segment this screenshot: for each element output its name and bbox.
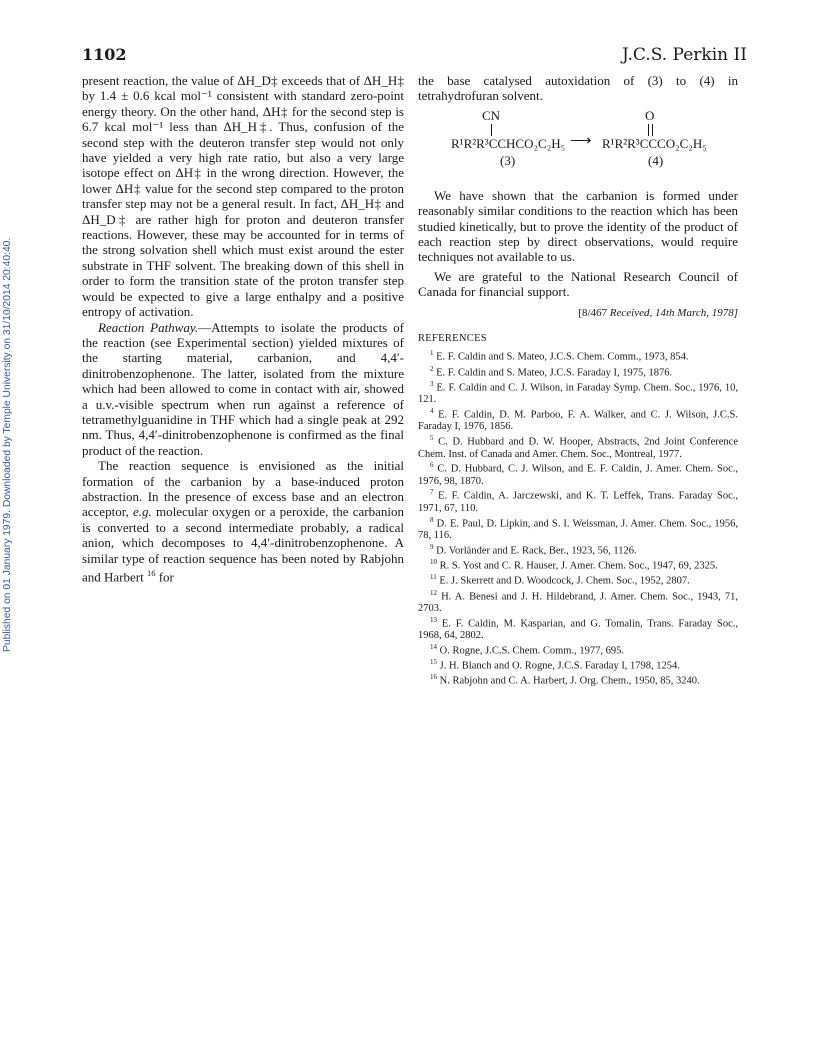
reference-item	[418, 406, 738, 433]
double-bond-line	[648, 124, 649, 136]
reference-text: E. F. Caldin and S. Mateo, J.C.S. Chem. Comm., 1973, 854.	[436, 351, 689, 363]
reference-text: D. E. Paul, D. Lipkin, and S. I. Weissman, J. Amer. Chem. Soc., 1956, 78, 116.	[418, 518, 738, 541]
reference-number: 10	[430, 557, 437, 566]
reference-item	[418, 348, 738, 363]
paragraph-isotope-effect: present reaction, the value of ΔH_D‡ exceeds that of ΔH_H‡ by 1.4 ± 0.6 kcal mol⁻¹ consistent with standard zero-point energy theory. On the other hand, ΔH‡ for the second step is 6.7 kcal mol⁻¹ less than ΔH_H‡. Thus, confusion of the second step with the deuteron transfer step would not only have yielded a very high rate ratio, but also a very large isotope effect on ΔH‡ in the wrong direction. However, the lower ΔH‡ value for the second step compared to the proton transfer step may not be a general result. In fact, ΔH_H‡ and ΔH_D‡ are rather high for proton and deuteron transfer reactions. However, these may be accounted for in terms of the strong solvation shell which must exist around the ester substrate in THF solvent. The breaking down of this shell in order to form the transition state of the proton transfer step would be expected to give a large enthalpy and a positive entropy of activation.	[82, 73, 404, 320]
reaction-arrow-icon: ⟶	[570, 132, 592, 149]
reference-text: N. Rabjohn and C. A. Harbert, J. Org. Chem., 1950, 85, 3240.	[439, 675, 700, 687]
reference-item	[418, 433, 738, 460]
reference-text: E. J. Skerrett and D. Woodcock, J. Chem. Soc., 1952, 2807.	[439, 575, 690, 587]
references-heading: REFERENCES	[418, 333, 487, 345]
reference-item	[418, 642, 738, 657]
reactant-formula: R¹R²R³CCHCO₂C₂H₅	[451, 135, 566, 151]
cyano-group-label: CN	[482, 107, 501, 123]
reference-text: E. F. Caldin, A. Jarczewski, and K. T. Leffek, Trans. Faraday Soc., 1971, 67, 110.	[418, 490, 739, 514]
paragraph-autoxidation: the base catalysed autoxidation of (3) to (4) in tetrahydrofuran solvent.	[418, 73, 738, 104]
reference-number: 15	[430, 658, 437, 666]
reference-number: 5	[430, 434, 434, 443]
reference-number: 6	[430, 461, 434, 470]
section-heading: Reaction Pathway.	[98, 319, 199, 335]
reference-text: O. Rogne, J.C.S. Chem. Comm., 1977, 695.	[439, 645, 624, 657]
paragraph-body: —Attempts to isolate the products of the reaction (see Experimental section) yielded mixtures of the starting material, carbanion, and 4,4′-dinitrobenzophenone. The latter, isolated from the mixture which had been allowed to come in contact with air, showed a u.v.-visible spectrum when run against a reference of tetramethylguanidine in THF which had a single peak at 292 nm. Thus, 4,4′-dinitrobenzophenone is confirmed as the final product of the reaction.	[82, 319, 404, 458]
reference-number: 14	[430, 642, 437, 651]
reference-item	[418, 588, 738, 615]
reference-item	[418, 615, 738, 642]
journal-title: J.C.S. Perkin II	[622, 45, 747, 65]
reference-text: R. S. Yost and C. R. Hauser, J. Amer. Chem. Soc., 1947, 69, 2325.	[439, 560, 718, 572]
reference-number: 9	[430, 542, 434, 551]
reference-item	[418, 657, 738, 672]
manuscript-code: [8/467	[578, 306, 608, 319]
reference-text: C. D. Hubbard, C. J. Wilson, and E. F. Caldin, J. Amer. Chem. Soc., 1976, 98, 1870.	[418, 463, 738, 487]
reference-list	[418, 348, 738, 687]
paragraph-carbanion: We have shown that the carbanion is formed under reasonably similar conditions to the reaction which has been studied kinetically, but to prove the identity of the product of each reaction step by direct observations, would require techniques not available to us.	[418, 187, 738, 265]
right-column	[418, 73, 738, 688]
reference-text: E. F. Caldin, D. M. Parboo, F. A. Walker, and C. J. Wilson, J.C.S. Faraday I, 1976, 1856.	[418, 409, 738, 433]
paragraph-reaction-sequence	[82, 458, 404, 585]
text-run: molecular oxygen or a peroxide, the carbanion is converted to a second intermediate probably, a radical anion, which decomposes to 4,4′-dinitrobenzophenone. A similar type of reaction sequence has been noted by Rabjohn and Harbert	[82, 504, 404, 585]
reference-text: H. A. Benesi and J. H. Hildebrand, J. Amer. Chem. Soc., 1943, 71, 2703.	[418, 591, 738, 614]
reference-number: 2	[430, 364, 434, 373]
reference-item	[418, 572, 738, 587]
received-date	[418, 306, 738, 321]
paragraph-reaction-pathway	[82, 320, 404, 459]
compound-label-4: (4)	[648, 152, 664, 168]
reference-item	[418, 379, 738, 406]
reference-text: C. D. Hubbard and D. W. Hooper, Abstracts, 2nd Joint Conference Chem. Inst. of Canada and Amer. Chem. Soc., Montreal, 1977.	[418, 436, 738, 460]
paragraph-acknowledgement: We are grateful to the National Research Council of Canada for financial support.	[418, 268, 738, 300]
reference-item	[418, 542, 738, 557]
bond-line	[491, 124, 492, 136]
reference-text: D. Vorländer and E. Rack, Ber., 1923, 56, 1126.	[436, 545, 637, 557]
reference-number: 3	[430, 380, 434, 389]
reference-text: E. F. Caldin and C. J. Wilson, in Faraday Symp. Chem. Soc., 1976, 10, 121.	[418, 382, 738, 406]
reaction-scheme	[418, 106, 738, 188]
download-watermark[interactable]: Published on 01 January 1979. Downloaded by Temple University on 31/10/2014 20:40:40.	[2, 237, 13, 652]
reference-text: E. F. Caldin, M. Kasparian, and G. Tomalin, Trans. Faraday Soc., 1968, 64, 2802.	[418, 618, 739, 641]
reference-item	[418, 557, 738, 572]
reference-number: 12	[430, 588, 437, 597]
text-run-italic: e.g.	[132, 504, 152, 520]
reference-number: 4	[430, 407, 434, 416]
product-formula: R¹R²R³CCCO₂C₂H₅	[602, 135, 707, 151]
reference-item	[418, 515, 738, 542]
reference-number: 11	[430, 573, 437, 582]
reference-marker[interactable]: 16	[146, 568, 156, 578]
reference-number: 16	[430, 673, 437, 682]
reference-text: J. H. Blanch and O. Rogne, J.C.S. Faraday I, 1798, 1254.	[439, 660, 680, 672]
reference-number: 13	[430, 615, 437, 624]
reference-number: 1	[430, 349, 434, 358]
reference-item	[418, 672, 738, 687]
oxygen-label: O	[645, 107, 655, 123]
page-number: 1102	[82, 45, 127, 64]
left-column	[82, 73, 404, 585]
double-bond-line	[652, 124, 653, 136]
reference-item	[418, 487, 738, 514]
text-run: The reaction sequence is envisioned as the initial formation of the carbanion by a base-induced proton abstraction. In the presence of excess base and an electron acceptor,	[82, 458, 404, 520]
reference-number: 8	[430, 515, 434, 524]
compound-label-3: (3)	[500, 152, 516, 168]
reference-item	[418, 460, 738, 487]
text-run: for	[155, 569, 174, 585]
received-text: Received, 14th March, 1978]	[609, 306, 738, 319]
reference-text: E. F. Caldin and S. Mateo, J.C.S. Faraday I, 1975, 1876.	[436, 367, 673, 379]
reference-item	[418, 364, 738, 379]
reference-number: 7	[430, 488, 434, 497]
